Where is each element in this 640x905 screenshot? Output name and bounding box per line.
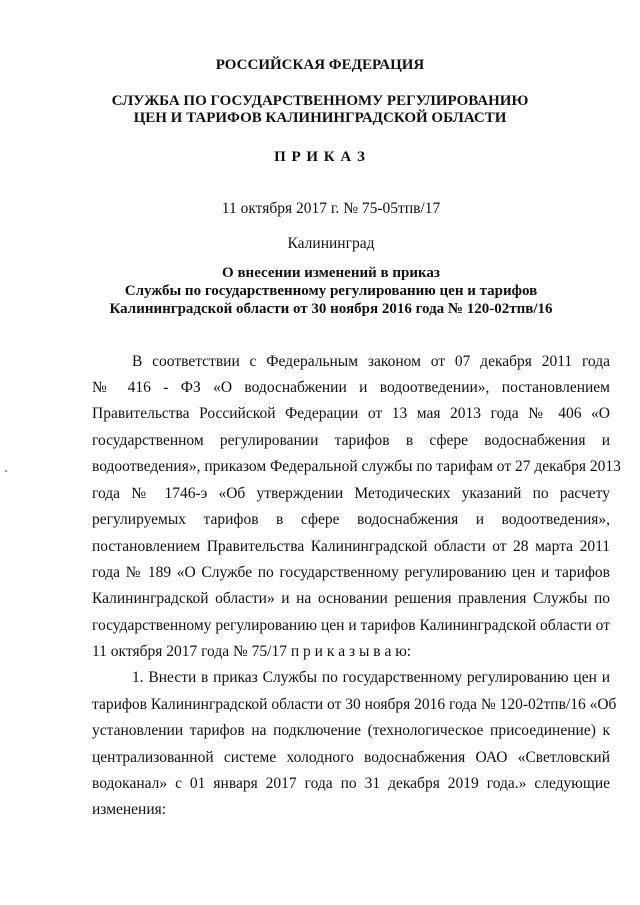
scan-speck [5, 470, 7, 472]
title-line1: О внесении изменений в приказ [222, 265, 440, 281]
date-number: 11 октября 2017 г. № 75-05тпв/17 [221, 200, 441, 217]
doc-type-heading: П Р И К А З [274, 149, 366, 165]
paragraph1-line: года № 189 «О Службе по государственному регулированию цен и тарифов [92, 564, 610, 581]
paragraph1-line: года № 1746-э «Об утверждении Методических указаний по расчету [92, 485, 610, 502]
paragraph1-line: Калининградской области» и на основании решения правления Службы по [92, 590, 610, 607]
paragraph1-line: Правительства Российской Федерации от 13 мая 2013 года № 406 «О [92, 405, 610, 422]
paragraph1-line: № 416 - ФЗ «О водоснабжении и водоотведении», постановлением [92, 379, 610, 396]
paragraph1-line: регулируемых тарифов в сфере водоснабжения и водоотведения», [92, 511, 610, 528]
agency-heading-line1: СЛУЖБА ПО ГОСУДАРСТВЕННОМУ РЕГУЛИРОВАНИЮ [111, 93, 529, 109]
paragraph2-line: централизованной системе холодного водоснабжения ОАО «Светловский [92, 749, 610, 766]
paragraph1-line: постановлением Правительства Калининградской области от 28 марта 2011 [92, 538, 610, 555]
paragraph1-line: государственном регулировании тарифов в сфере водоснабжения и [92, 432, 610, 449]
paragraph2-line: 1. Внести в приказ Службы по государственному регулированию цен и [132, 669, 610, 686]
paragraph1-line: водоотведения», приказом Федеральной службы по тарифам от 27 декабря 2013 [92, 458, 621, 475]
paragraph2-line: тарифов Калининградской области от 30 ноября 2016 года № 120-02тпв/16 «Об [92, 696, 617, 713]
country-heading: РОССИЙСКАЯ ФЕДЕРАЦИЯ [215, 57, 425, 73]
paragraph1-line: государственному регулированию цен и тарифов Калининградской области от [92, 617, 610, 634]
paragraph2-line: изменения: [92, 801, 167, 818]
paragraph2-line: водоканал» с 01 января 2017 года по 31 декабря 2019 года.» следующие [92, 775, 610, 792]
title-line3: Калининградской области от 30 ноября 2016 года № 120-02тпв/16 [109, 301, 553, 317]
agency-heading-line2: ЦЕН И ТАРИФОВ КАЛИНИНГРАДСКОЙ ОБЛАСТИ [133, 110, 507, 126]
city: Калининград [287, 235, 375, 252]
paragraph1-line: 11 октября 2017 года № 75/17 п р и к а з ы в а ю: [92, 643, 412, 660]
paragraph1-line: В соответствии с Федеральным законом от 07 декабря 2011 года [132, 353, 610, 370]
paragraph2-line: установлении тарифов на подключение (технологическое присоединение) к [92, 722, 610, 739]
title-line2: Службы по государственному регулированию цен и тарифов [124, 283, 538, 299]
